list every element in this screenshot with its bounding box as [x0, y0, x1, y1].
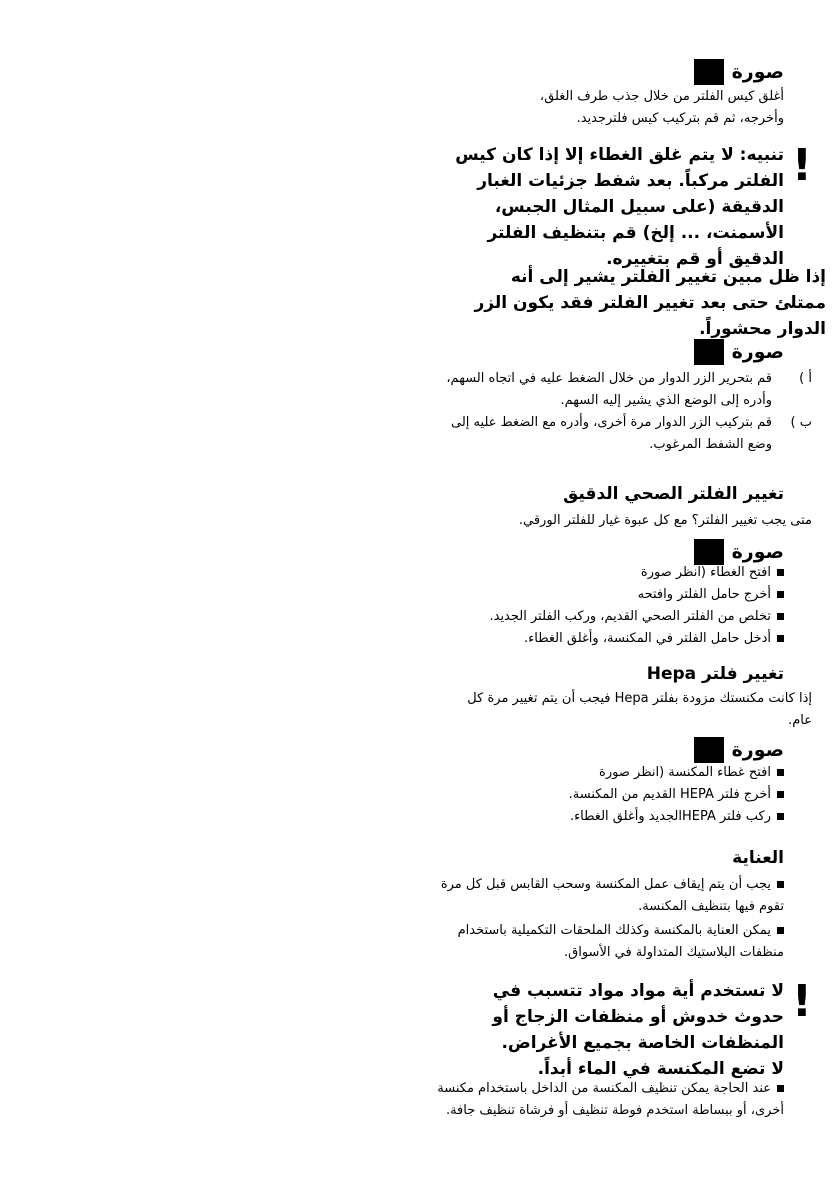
figure-number-box [694, 737, 724, 763]
step-a-marker: أ ) [799, 371, 812, 386]
bullet-square-icon [777, 881, 784, 888]
bullet-square-icon [777, 813, 784, 820]
filter-indicator-note [454, 264, 826, 342]
indicator-note-text: إذا ظل مبين تغيير الفلتر يشير إلى أنه ممتلئ حتى بعد تغيير الفلتر فقد يكون الزر الدوار محشوراً. [474, 267, 826, 339]
bag-line-2: وأخرجه، ثم قم بتركيب كيس فلترجديد. [576, 111, 784, 126]
step-b [440, 412, 812, 456]
warning-text: تنبيه: لا يتم غلق الغطاء إلا إذا كان كيس الفلتر مركباً. بعد شفط جزئيات الغبار الدقيقة (على سبيل المثال الجبس، الأسمنت، ... إلخ) قم بتنظيف الفلتر الدقيق أو قم بتغييره. [455, 145, 784, 269]
interior-cleaning-note [412, 1078, 812, 1122]
hygiene-filter-question [440, 510, 812, 532]
list-item: أخرج فلتر HEPA القديم من المكنسة. [412, 784, 784, 806]
list-item: تخلص من الفلتر الصحي القديم، وركب الفلتر الجديد. [412, 606, 784, 628]
figure-label: صورة [731, 341, 784, 363]
step-b-text: قم بتركيب الزر الدوار مرة أخرى، وأدره مع الضغط عليه إلى وضع الشفط المرغوب. [451, 415, 772, 452]
bullet-square-icon [777, 591, 784, 598]
hepa-filter-heading: تغيير فلتر Hepa [646, 664, 784, 684]
figure-ref-2 [694, 338, 784, 366]
list-item: أخرج حامل الفلتر وافتحه [412, 584, 784, 606]
warning-line-1: لا تستخدم أية مواد مواد تتسبب في حدوث خدوش أو منظفات الزجاج أو المنظفات الخاصة بجميع الأغراض. [492, 981, 784, 1053]
list-item: يجب أن يتم إيقاف عمل المكنسة وسحب القابس قبل كل مرة تقوم فيها بتنظيف المكنسة. [440, 877, 784, 914]
bag-change-instructions [412, 86, 812, 130]
warning-line-2: لا تضع المكنسة في الماء أبداً. [537, 1059, 784, 1079]
bullet-square-icon [777, 635, 784, 642]
list-item: يمكن العناية بالمكنسة وكذلك الملحقات التكميلية باستخدام منظفات البلاستيك المتداولة في الأسواق. [457, 923, 784, 960]
hepa-filter-steps [412, 762, 812, 828]
figure-label: صورة [731, 61, 784, 83]
question-text: متى يجب تغيير الفلتر؟ مع كل عبوة غيار للفلتر الورقي. [518, 513, 812, 528]
bullet-square-icon [777, 769, 784, 776]
exclamation-icon: ! [791, 140, 812, 191]
bullet-square-icon [777, 927, 784, 934]
hygiene-filter-heading: تغيير الفلتر الصحي الدقيق [563, 484, 784, 504]
list-item: أدخل حامل الفلتر في المكنسة، وأغلق الغطاء. [412, 628, 784, 650]
figure-label: صورة [731, 739, 784, 761]
figure-label: صورة [731, 541, 784, 563]
manual-page [437, 0, 826, 1192]
figure-number-box [694, 59, 724, 85]
bullet-square-icon [777, 791, 784, 798]
figure-ref-4 [694, 736, 784, 764]
list-item: عند الحاجة يمكن تنظيف المكنسة من الداخل باستخدام مكنسة أخرى، أو ببساطة استخدم فوطة تنظيف أو فرشاة تنظيف جافة. [437, 1081, 784, 1118]
figure-ref-1 [694, 58, 784, 86]
list-item: افتح غطاء المكنسة (انظر صورة [412, 762, 784, 784]
exclamation-icon: ! [791, 976, 812, 1027]
list-item: افتح الغطاء (انظر صورة [412, 562, 784, 584]
bullet-square-icon [777, 569, 784, 576]
care-items [412, 874, 812, 964]
care-heading: العناية [732, 848, 784, 868]
hepa-note-text: إذا كانت مكنستك مزودة بفلتر Hepa فيجب أن يتم تغيير مرة كل عام. [467, 691, 812, 728]
step-a [440, 368, 812, 412]
rotary-knob-steps [440, 368, 812, 456]
hepa-filter-note [440, 688, 812, 732]
bullet-square-icon [777, 613, 784, 620]
step-a-text: قم بتحرير الزر الدوار من خلال الضغط عليه في اتجاه السهم، وأدره إلى الوضع الذي يشير إليه السهم. [446, 371, 772, 408]
figure-number-box [694, 339, 724, 365]
warning-bag-required [440, 142, 812, 272]
hygiene-filter-steps [412, 562, 812, 650]
bag-line-1: أغلق كيس الفلتر من خلال جذب طرف الغلق، [539, 89, 784, 104]
bullet-square-icon [777, 1085, 784, 1092]
step-b-marker: ب ) [790, 415, 812, 430]
warning-cleaning-agents [440, 978, 812, 1082]
list-item: ركب فلتر HEPAالجديد وأغلق الغطاء. [412, 806, 784, 828]
